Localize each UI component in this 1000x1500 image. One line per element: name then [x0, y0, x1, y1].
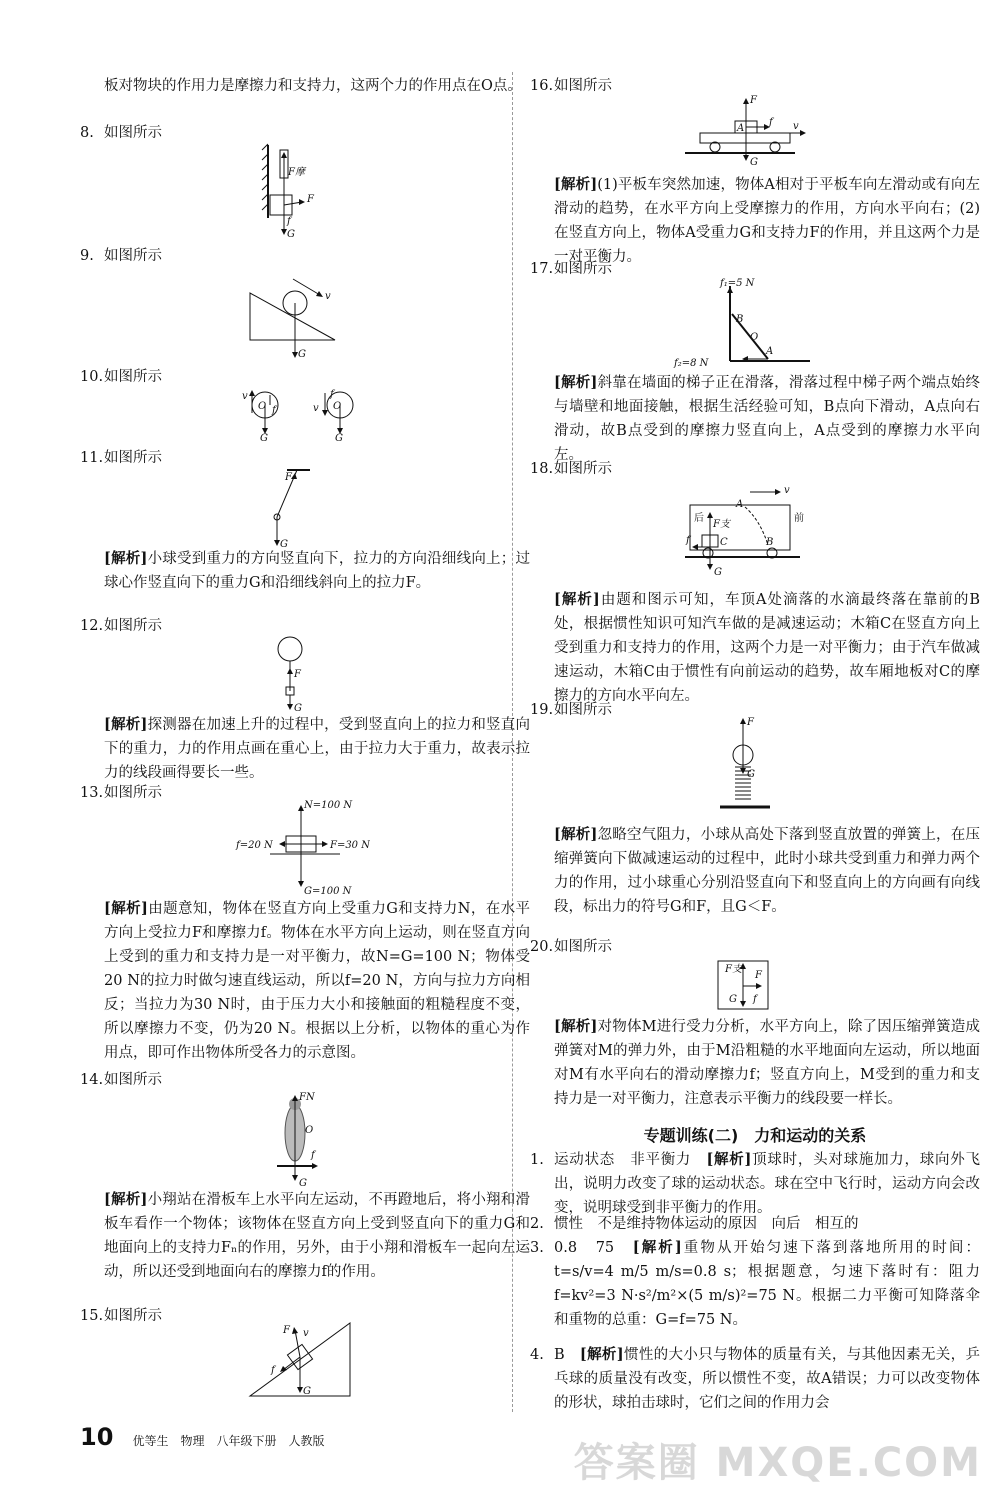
q11-item: 11. 如图所示 [80, 450, 162, 466]
q13-item: 13. 如图所示 [80, 785, 162, 801]
figure-17 [670, 276, 840, 371]
svg-text:G: G [747, 769, 755, 780]
q12-analysis: [解析]探测器在加速上升的过程中，受到竖直向上的拉力和竖直向下的重力，力的作用点画在重心上，由于拉力大于重力，故表示拉力的线段画得要长一些。 [104, 716, 530, 781]
figure-11 [265, 465, 325, 550]
svg-text:A: A [766, 346, 774, 357]
svg-text:F=30 N: F=30 N [330, 840, 370, 851]
svg-text:f: f [686, 535, 690, 546]
q20-analysis: [解析]对物体M进行受力分析，水平方向上，除了因压缩弹簧造成弹簧对M的弹力外，由于M沿粗糙的水平地面向左运动，所以地面对M有水平向右的滑动摩擦力f；竖直方向上，M受到的重力和支持力是一对平衡力，注意表示平衡力的线段要一样长。 [554, 1018, 980, 1107]
f8-label-0: F摩 [288, 167, 305, 178]
q19-analysis: [解析]忽略空气阻力，小球从高处下落到竖直放置的弹簧上，在压缩弹簧向下做减速运动的过程中，此时小球共受到重力和弹力两个力的作用，过小球重心分别沿竖直向下和竖直向上的方向画有向线段，标出力的符号G和F，且G＜F。 [554, 826, 980, 915]
page-footer [80, 1423, 325, 1451]
svg-text:f: f [330, 389, 334, 400]
svg-text:O: O [333, 401, 342, 412]
q7-continuation: 板对物块的作用力是摩擦力和支持力，这两个力的作用点在O点。 [104, 78, 522, 94]
q13-analysis: [解析]由题意知，物体在竖直方向上受重力G和支持力N，在水平方向上受拉力F和摩擦力f。物体在水平方向上运动，则在竖直方向上受到的重力和支持力是一对平衡力，故N=G=100 N；物体受20 N的拉力时做匀速直线运动，所以f=20 N，方向与拉力方向相反；当拉力为30 N时，由于压力大小和接触面的粗糙程度不变，所以摩擦力不变，仍为20 N。根据以上分析，以物体的重心为作用点，即可作出物体所受各力的示意图。 [104, 900, 530, 1061]
q8-number: 8. [80, 125, 94, 141]
figure-18 [680, 485, 830, 580]
answer-1: 1. 运动状态 非平衡力 [解析]顶球时，头对球施加力，球向外飞出，说明力改变了球的运动状态。球在空中飞行时，运动方向会改变，说明球受到非平衡力的作用。 [530, 1151, 981, 1216]
svg-text:O: O [258, 401, 267, 412]
figure-15 [245, 1318, 365, 1400]
q20-item: 20. 如图所示 [530, 939, 612, 955]
svg-text:B: B [736, 314, 744, 325]
svg-text:v: v [313, 403, 319, 414]
q8-label: 如图所示 [104, 125, 162, 141]
svg-text:v: v [242, 391, 248, 402]
figure-8 [260, 140, 330, 240]
svg-text:A: A [737, 123, 745, 134]
figure-20 [715, 958, 775, 1013]
svg-text:G: G [335, 433, 343, 443]
svg-text:f=20 N: f=20 N [236, 840, 273, 851]
svg-text:N=100 N: N=100 N [304, 800, 353, 811]
q16-analysis: [解析](1)平板车突然加速，物体A相对于平板车向左滑动或有向左滑动的趋势，在水平方向上受摩擦力的作用，方向水平向右；(2)在竖直方向上，物体A受重力G和支持力F的作用，并且这两个力是一对平衡力。 [554, 176, 980, 265]
section-title: 专题训练(二) 力和运动的关系 [643, 1126, 867, 1145]
q11-analysis: [解析]小球受到重力的方向竖直向下，拉力的方向沿细线向上；过球心作竖直向下的重力G和沿细线斜向上的拉力F。 [104, 550, 530, 591]
svg-text:F: F [283, 1325, 290, 1336]
svg-text:F: F [755, 970, 762, 981]
svg-text:v: v [784, 485, 790, 496]
answer-2: 2. 惯性 不是维持物体运动的原因 向后 相互的 [530, 1216, 859, 1232]
figure-10 [230, 383, 380, 443]
svg-text:f: f [769, 117, 773, 128]
f8-label-3: G [287, 229, 295, 240]
page-number: 10 [80, 1423, 114, 1451]
svg-text:G: G [303, 1386, 311, 1397]
svg-text:G: G [729, 994, 737, 1005]
figure-19 [705, 715, 795, 820]
q14-analysis: [解析]小翔站在滑板车上水平向左运动，不再蹬地后，将小翔和滑板车看作一个物体；该物体在竖直方向上受到竖直向下的重力G和地面向上的支持力Fₙ的作用，另外，由于小翔和滑板车一起向左运动，所以还受到地面向右的摩擦力f的作用。 [104, 1191, 530, 1280]
q18-analysis: [解析]由题和图示可知，车顶A处滴落的水滴最终落在靠前的B处，根据惯性知识可知汽车做的是减速运动；木箱C在竖直方向上受到重力和支持力的作用，这两个力是一对平衡力；由于汽车做减速运动，木箱C由于惯性有向前运动的趋势，故车厢地板对C的摩擦力的方向水平向左。 [554, 591, 980, 704]
figure-14 [265, 1088, 335, 1188]
q9-item: 9. 如图所示 [80, 248, 162, 264]
figure-12 [270, 635, 320, 715]
svg-text:F: F [747, 717, 754, 728]
svg-text:F支: F支 [725, 964, 742, 975]
q17-analysis: [解析]斜靠在墙面的梯子正在滑落，滑落过程中梯子两个端点始终与墙壁和地面接触，根据生活经验可知，B点向下滑动，A点向右滑动，故B点受到的摩擦力竖直向上，A点受到的摩擦力水平向左。 [554, 374, 980, 463]
svg-text:F: F [285, 472, 292, 483]
svg-text:F: F [294, 669, 301, 680]
svg-text:B: B [766, 537, 774, 548]
svg-text:C: C [720, 537, 728, 548]
q16-item: 16. 如图所示 [530, 78, 612, 94]
watermark-logo: 答案圈 MXQE.COM [573, 1440, 982, 1486]
svg-text:G: G [280, 539, 288, 550]
q19-item: 19. 如图所示 [530, 702, 612, 718]
q10-item: 10. 如图所示 [80, 369, 162, 385]
answer-4: 4. B [解析]惯性的大小只与物体的质量有关，与其他因素无关，乒乓球的质量没有改变，所以惯性不变，故A错误；力可以改变物体的形状，球拍击球时，它们之间的作用力会 [530, 1346, 981, 1411]
figure-13 [230, 798, 370, 898]
f8-label-2: f [287, 216, 291, 227]
q12-item: 12. 如图所示 [80, 618, 162, 634]
svg-text:v: v [793, 121, 799, 132]
svg-text:O: O [305, 1125, 314, 1136]
svg-text:G: G [714, 567, 722, 578]
svg-text:f: f [753, 994, 757, 1005]
svg-text:F: F [750, 95, 757, 106]
f8-label-1: F [307, 194, 314, 205]
q17-item: 17. 如图所示 [530, 261, 612, 277]
svg-text:O: O [750, 332, 759, 343]
svg-text:v: v [325, 291, 331, 302]
svg-text:后: 后 [694, 513, 704, 524]
svg-text:G: G [260, 433, 268, 443]
figure-9 [245, 275, 355, 365]
svg-text:f: f [271, 1365, 275, 1376]
svg-text:FN: FN [299, 1092, 315, 1103]
book-title: 优等生 物理 八年级下册 人教版 [132, 1434, 325, 1448]
svg-text:f: f [272, 405, 276, 416]
svg-text:前: 前 [794, 513, 804, 524]
svg-text:G: G [750, 157, 758, 168]
q15-item: 15. 如图所示 [80, 1308, 162, 1324]
svg-text:F支: F支 [713, 519, 730, 530]
svg-text:A: A [736, 499, 744, 510]
svg-text:f₁=5 N: f₁=5 N [720, 278, 755, 289]
answer-3: 3. 0.8 75 [解析]重物从开始匀速下落到落地所用的时间：t=s/v=4 m/5 m/s=0.8 s；根据题意，匀速下落时有：阻力f=kv²=3 N·s²/m²×(5 m/s)²=75 N。根据二力平衡可知降落伞和重物的总重：G=f=75 N。 [530, 1239, 980, 1328]
svg-text:G=100 N: G=100 N [304, 886, 352, 897]
svg-text:f: f [311, 1150, 315, 1161]
svg-text:v: v [303, 1328, 309, 1339]
svg-text:G: G [298, 349, 306, 360]
figure-16 [675, 93, 835, 168]
q18-item: 18. 如图所示 [530, 461, 612, 477]
svg-text:G: G [294, 703, 302, 714]
svg-text:G: G [299, 1178, 307, 1188]
q14-item: 14. 如图所示 [80, 1072, 162, 1088]
svg-text:f₂=8 N: f₂=8 N [674, 358, 709, 369]
